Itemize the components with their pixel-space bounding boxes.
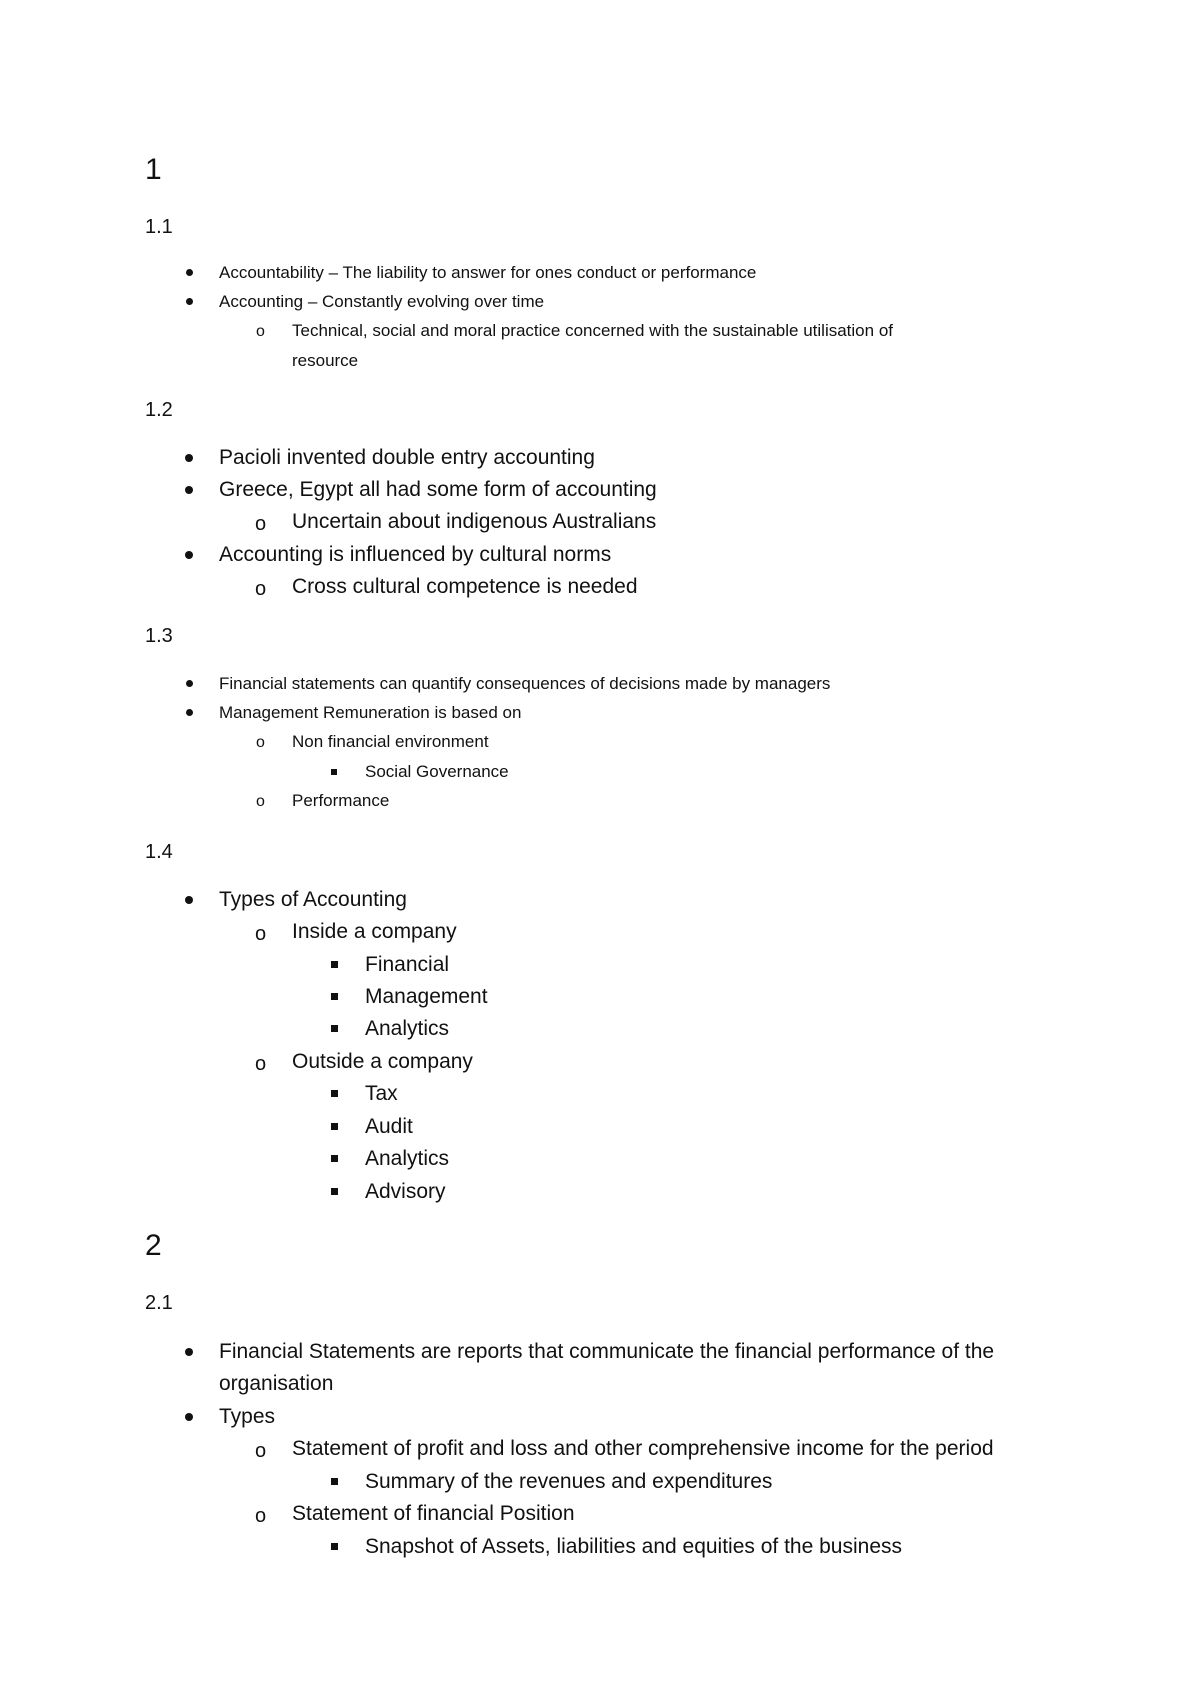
subsection-heading: 1.3	[145, 625, 173, 647]
bullet-icon	[186, 298, 193, 305]
square-bullet-icon	[331, 961, 338, 968]
bullet-icon	[185, 551, 193, 559]
circle-bullet-icon: o	[256, 323, 265, 340]
circle-bullet-icon: o	[255, 923, 267, 945]
circle-bullet-icon: o	[255, 578, 267, 600]
bullet-icon	[186, 269, 193, 276]
bullet-icon	[185, 1348, 193, 1356]
section-heading: 1	[145, 153, 162, 186]
square-bullet-icon	[331, 769, 337, 775]
document-page: 1 1.1 Accountability – The liability to answer for ones conduct or performance Accounting – Constantly evolving over time o Technical, social and moral practice concerned with the sustainable utilisation of resource 1.2 Pacioli invented double entry accounting Greece, Egypt all had some form of accounting o Uncertain about indigenous Australians Accounting is influenced by cultural norms o Cross cultural competence is needed 1.3 Financial statements can quantify consequences of decisions made by managers Management Remuneration is based on o Non financial environment Social Governance o Performance 1.4 Types of Accounting o Inside a company Financial Management Analytics o Outside a company Tax Audit Analytics Advisory 2 2.1 Financial Statements are reports that communicate the financial performance of the organisation Types o Statement of profit and loss and other comprehensive income for the period Summary of the revenues and expenditures o Statement of financial Position Snapshot of Assets, liabilities and equities of the business	[145, 153, 995, 1558]
square-bullet-icon	[331, 1188, 338, 1195]
circle-bullet-icon: o	[256, 793, 265, 810]
square-bullet-icon	[331, 1478, 338, 1485]
bullet-icon	[186, 709, 193, 716]
subsection-heading: 2.1	[145, 1292, 173, 1314]
subsection-heading: 1.4	[145, 841, 173, 863]
square-bullet-icon	[331, 1090, 338, 1097]
subsection-heading: 1.1	[145, 216, 173, 238]
circle-bullet-icon: o	[255, 1053, 267, 1075]
bullet-icon	[185, 454, 193, 462]
square-bullet-icon	[331, 1543, 338, 1550]
circle-bullet-icon: o	[256, 734, 265, 751]
subsection-heading: 1.2	[145, 399, 173, 421]
square-bullet-icon	[331, 1123, 338, 1130]
square-bullet-icon	[331, 1025, 338, 1032]
circle-bullet-icon: o	[255, 513, 267, 535]
bullet-icon	[185, 1413, 193, 1421]
bullet-icon	[185, 896, 193, 904]
section-heading: 2	[145, 1229, 162, 1262]
bullet-icon	[186, 680, 193, 687]
circle-bullet-icon: o	[255, 1505, 267, 1527]
square-bullet-icon	[331, 993, 338, 1000]
bullet-icon	[185, 486, 193, 494]
square-bullet-icon	[331, 1155, 338, 1162]
circle-bullet-icon: o	[255, 1440, 267, 1462]
